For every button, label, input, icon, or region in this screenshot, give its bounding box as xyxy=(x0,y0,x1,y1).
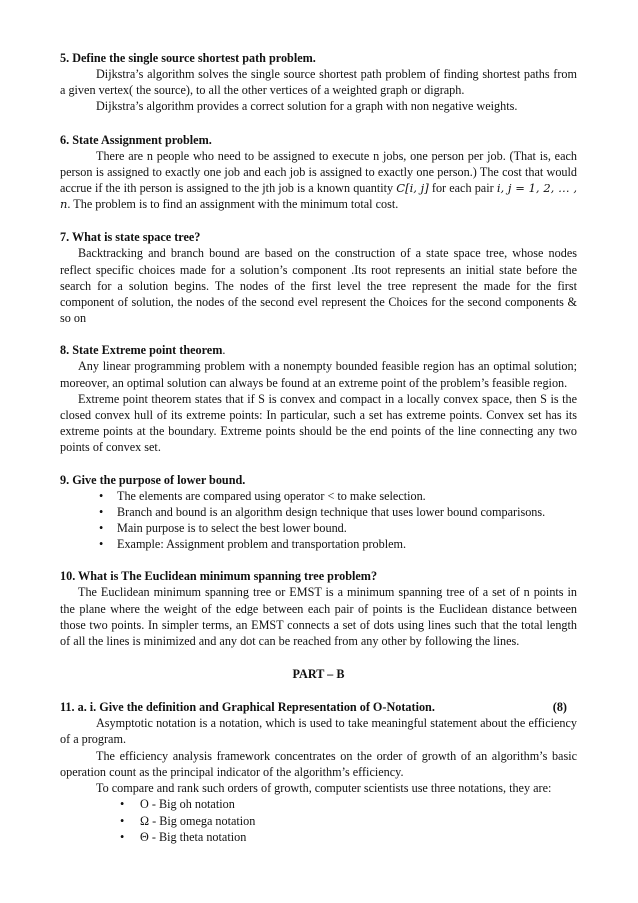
question-6-text-a: There are n people who need to be assigned to execute n jobs, one person per job. (That is, each person is assigned to exactly one job and each job is assigned to exactly one person.) The cost that would accrue if the ith person is assigned to the jth job is a known quantity xyxy=(60,148,577,196)
question-10-title: 10. What is The Euclidean minimum spanning tree problem? xyxy=(60,569,378,584)
question-9-bullet-list xyxy=(60,488,577,553)
question-9 xyxy=(60,472,577,553)
question-7 xyxy=(60,229,577,326)
question-5-title: 5. Define the single source shortest path problem. xyxy=(60,51,316,65)
question-11-paragraph-1: Asymptotic notation is a notation, which is used to take meaningful statement about the efficiency of a program. xyxy=(60,716,577,747)
question-9-title: 9. Give the purpose of lower bound. xyxy=(60,472,246,487)
question-7-title: 7. What is state space tree? xyxy=(60,230,201,245)
question-11-paragraph-2: The efficiency analysis framework concentrates on the order of growth of an algorithm’s basic operation count as the principal indicator of the algorithm’s efficiency. xyxy=(60,748,577,779)
document-page xyxy=(60,50,577,845)
question-11 xyxy=(60,699,577,845)
question-11-bullet-list xyxy=(60,796,577,845)
question-8-title xyxy=(60,342,577,358)
question-6-title: 6. State Assignment problem. xyxy=(60,132,212,147)
question-8-paragraph-1: Any linear programming problem with a nonempty bounded feasible region has an optimal solution; moreover, an optimal solution can always be found at an extreme point of the problem’s feasible region. xyxy=(60,359,577,390)
question-5-paragraph-2: Dijkstra’s algorithm provides a correct solution for a graph with non negative weights. xyxy=(96,99,518,114)
cost-formula: C[i, j] xyxy=(396,181,429,196)
question-8-paragraph-2: Extreme point theorem states that if S is convex and compact in a locally convex space, then S is the closed convex hull of its extreme points: In particular, such a set has extreme points. Convex set has its extreme points at the boundary. Extreme points should be the end points of the line connecting any two points of convex set. xyxy=(60,391,577,455)
question-6 xyxy=(60,132,577,213)
list-item: • Main purpose is to select the best lower bound. xyxy=(60,520,577,536)
question-11-paragraph-3: To compare and rank such orders of growth, computer scientists use three notations, they are: xyxy=(96,781,552,796)
list-item: • The elements are compared using operator < to make selection. xyxy=(60,488,577,504)
question-11-title-row xyxy=(60,699,577,715)
question-6-text-c: . The problem is to find an assignment with the minimum total cost. xyxy=(67,197,399,212)
question-8-title-text: 8. State Extreme point theorem xyxy=(60,343,223,358)
list-item: • Ω - Big omega notation xyxy=(60,813,577,829)
list-item: • Θ - Big theta notation xyxy=(60,829,577,845)
index-range-formula: i, j = 1, 2, … , n xyxy=(60,181,577,212)
question-7-paragraph-1: Backtracking and branch bound are based on the construction of a state space tree, whose nodes reflect specific choices made for a solution’s component .Its root represents an initial state before the search for a solution begins. The nodes of the first level the tree represent the made for the first component of solution, the nodes of the second evel represent the Choices for the second components & so on xyxy=(60,246,577,326)
question-8 xyxy=(60,342,577,455)
list-item: • O - Big oh notation xyxy=(60,796,577,812)
question-5-paragraph-1: Dijkstra’s algorithm solves the single source shortest path problem of finding shortest paths from a given vertex( the source), to all the other vertices of a weighted graph or digraph. xyxy=(60,67,577,98)
list-item: • Branch and bound is an algorithm design technique that uses lower bound comparisons. xyxy=(60,504,577,520)
list-item: • Example: Assignment problem and transportation problem. xyxy=(60,536,577,552)
question-5 xyxy=(60,50,577,115)
question-11-title: 11. a. i. Give the definition and Graphical Representation of O-Notation. xyxy=(60,700,435,715)
question-11-marks: (8) xyxy=(552,700,567,715)
question-10-paragraph-1: The Euclidean minimum spanning tree or EMST is a minimum spanning tree of a set of n points in the plane where the weight of the edge between each pair of points is the Euclidean distance between those two points. In simpler terms, an EMST connects a set of dots using lines such that the total length of all the lines is minimized and any dot can be reached from any other by following the lines. xyxy=(60,585,577,649)
question-10 xyxy=(60,568,577,649)
question-6-text-b: for each pair xyxy=(428,181,497,196)
question-6-paragraph-1 xyxy=(60,148,577,213)
part-b-heading: PART – B xyxy=(292,667,345,682)
question-8-title-period: . xyxy=(222,343,226,358)
